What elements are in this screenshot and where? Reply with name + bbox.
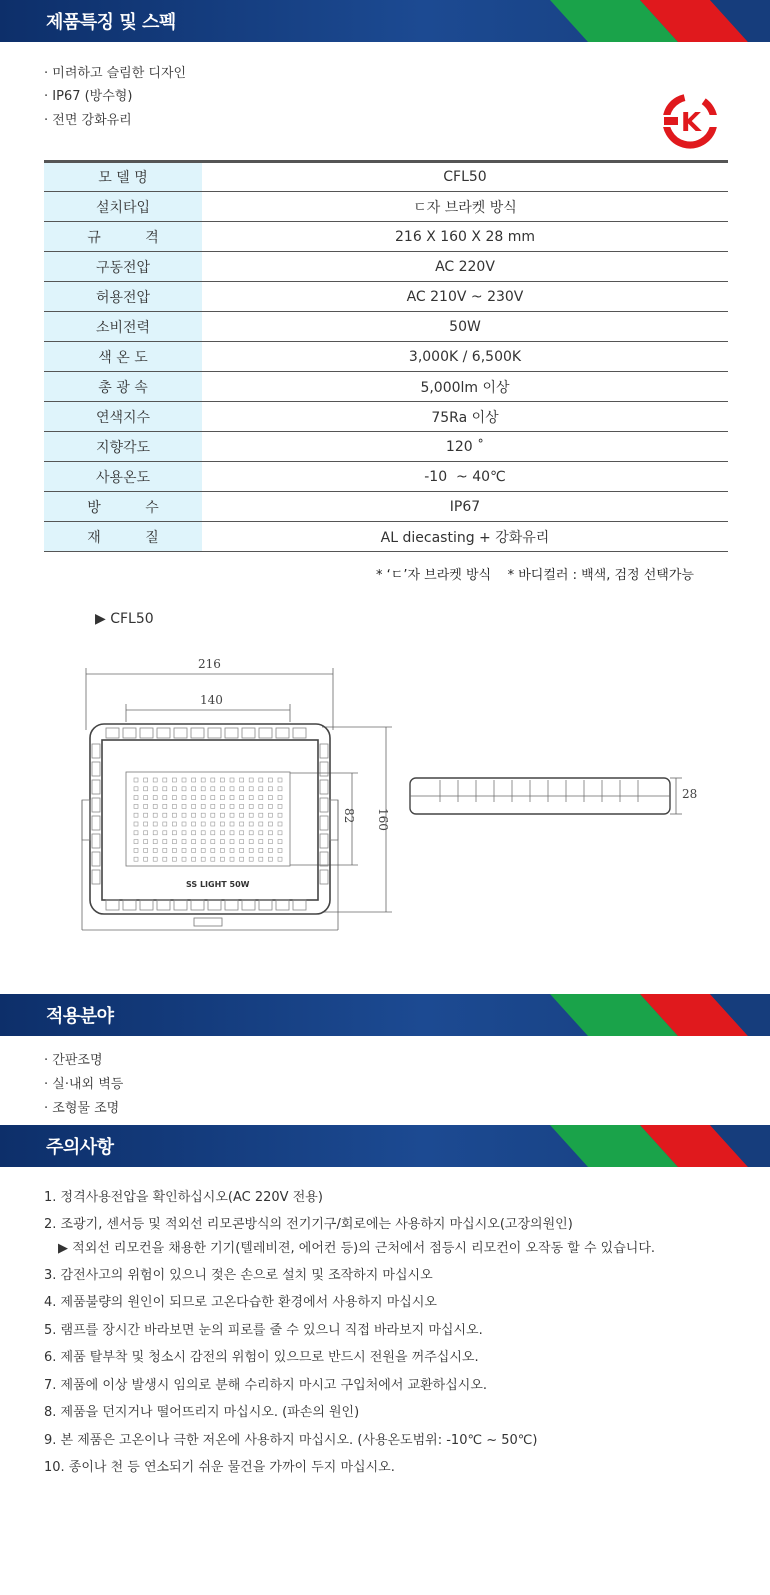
table-row xyxy=(44,432,728,462)
caution-item: 6. 제품 탈부착 및 청소시 감전의 위험이 있으므로 반드시 전원을 꺼주십시오. xyxy=(44,1350,479,1365)
led-cell xyxy=(211,848,215,852)
led-cell xyxy=(134,787,138,791)
dimension-width-inner: 140 xyxy=(200,693,223,707)
led-cell xyxy=(182,840,186,844)
led-cell xyxy=(144,804,148,808)
led-cell xyxy=(249,804,253,808)
led-cell xyxy=(278,848,282,852)
led-cell xyxy=(259,822,263,826)
led-cell xyxy=(153,840,157,844)
led-cell xyxy=(278,778,282,782)
led-cell xyxy=(240,857,244,861)
led-cell xyxy=(249,840,253,844)
led-cell xyxy=(192,787,196,791)
led-cell xyxy=(144,813,148,817)
led-cell xyxy=(201,831,205,835)
led-cell xyxy=(144,787,148,791)
led-cell xyxy=(230,778,234,782)
table-row xyxy=(44,342,728,372)
led-cell xyxy=(134,848,138,852)
spec-label: 사용온도 xyxy=(44,462,202,492)
led-cell xyxy=(240,822,244,826)
led-cell xyxy=(134,796,138,800)
table-row xyxy=(44,252,728,282)
led-cell xyxy=(172,848,176,852)
led-cell xyxy=(240,840,244,844)
model-label: ▶ CFL50 xyxy=(95,611,154,627)
led-cell xyxy=(220,840,224,844)
led-grid xyxy=(134,778,282,861)
led-cell xyxy=(249,813,253,817)
led-cell xyxy=(220,787,224,791)
led-cell xyxy=(192,840,196,844)
caution-item: 10. 종이나 천 등 연소되기 쉬운 물건을 가까이 두지 마십시오. xyxy=(44,1460,395,1475)
led-cell xyxy=(153,848,157,852)
led-cell xyxy=(220,778,224,782)
led-cell xyxy=(144,831,148,835)
led-cell xyxy=(268,822,272,826)
led-cell xyxy=(259,804,263,808)
section-title-features: 제품특징 및 스펙 xyxy=(46,12,176,33)
led-cell xyxy=(249,822,253,826)
led-cell xyxy=(201,848,205,852)
led-cell xyxy=(211,787,215,791)
led-cell xyxy=(259,787,263,791)
spec-label: 설치타입 xyxy=(44,192,202,222)
led-cell xyxy=(182,813,186,817)
dimension-drawing xyxy=(0,650,770,950)
led-cell xyxy=(211,813,215,817)
led-cell xyxy=(230,804,234,808)
led-cell xyxy=(240,787,244,791)
led-cell xyxy=(220,848,224,852)
led-cell xyxy=(172,787,176,791)
led-cell xyxy=(259,796,263,800)
section-banner-application xyxy=(0,994,770,1036)
caution-item: 5. 램프를 장시간 바라보면 눈의 피로를 줄 수 있으니 직접 바라보지 마십시오. xyxy=(44,1323,483,1338)
led-cell xyxy=(230,831,234,835)
led-cell xyxy=(163,778,167,782)
led-cell xyxy=(268,787,272,791)
spec-label: 연색지수 xyxy=(44,402,202,432)
led-cell xyxy=(163,804,167,808)
spec-value: IP67 xyxy=(202,492,728,522)
caution-subitem: ▶ 적외선 리모컨을 채용한 기기(텔레비젼, 에어컨 등)의 근처에서 점등시 리모컨이 오작동 할 수 있습니다. xyxy=(58,1241,656,1256)
led-cell xyxy=(172,778,176,782)
led-cell xyxy=(240,778,244,782)
led-cell xyxy=(134,813,138,817)
led-cell xyxy=(278,796,282,800)
led-cell xyxy=(220,822,224,826)
led-cell xyxy=(192,848,196,852)
led-cell xyxy=(201,804,205,808)
led-cell xyxy=(249,831,253,835)
led-cell xyxy=(259,848,263,852)
led-cell xyxy=(163,848,167,852)
led-cell xyxy=(192,822,196,826)
led-cell xyxy=(192,778,196,782)
led-cell xyxy=(249,796,253,800)
led-cell xyxy=(268,857,272,861)
led-cell xyxy=(211,857,215,861)
led-cell xyxy=(144,840,148,844)
led-cell xyxy=(192,857,196,861)
led-cell xyxy=(201,796,205,800)
led-cell xyxy=(220,831,224,835)
section-banner-features xyxy=(0,0,770,42)
feature-item: · 전면 강화유리 xyxy=(44,113,132,128)
led-cell xyxy=(240,813,244,817)
ks-certification-icon xyxy=(662,93,718,149)
led-cell xyxy=(153,831,157,835)
led-cell xyxy=(172,804,176,808)
led-cell xyxy=(268,848,272,852)
section-title-caution: 주의사항 xyxy=(46,1137,114,1158)
led-cell xyxy=(259,813,263,817)
led-cell xyxy=(172,813,176,817)
spec-value: AC 220V xyxy=(202,252,728,282)
led-cell xyxy=(182,796,186,800)
led-cell xyxy=(278,831,282,835)
led-cell xyxy=(278,787,282,791)
banner-stripes-icon xyxy=(530,1125,770,1167)
led-cell xyxy=(268,796,272,800)
led-cell xyxy=(192,831,196,835)
led-cell xyxy=(230,822,234,826)
dimension-width-total: 216 xyxy=(198,657,221,671)
led-cell xyxy=(163,787,167,791)
led-cell xyxy=(249,857,253,861)
spec-value: CFL50 xyxy=(202,162,728,192)
led-cell xyxy=(249,848,253,852)
led-cell xyxy=(163,857,167,861)
spec-value: 3,000K / 6,500K xyxy=(202,342,728,372)
led-cell xyxy=(201,822,205,826)
table-row xyxy=(44,462,728,492)
caution-item: 1. 정격사용전압을 확인하십시오(AC 220V 전용) xyxy=(44,1190,323,1205)
led-cell xyxy=(182,787,186,791)
led-cell xyxy=(220,804,224,808)
spec-label: 재 질 xyxy=(44,522,202,552)
led-cell xyxy=(192,796,196,800)
dimension-depth: 28 xyxy=(682,787,698,801)
led-cell xyxy=(182,831,186,835)
led-cell xyxy=(201,778,205,782)
led-cell xyxy=(268,804,272,808)
led-cell xyxy=(240,848,244,852)
led-cell xyxy=(201,787,205,791)
led-cell xyxy=(230,840,234,844)
spec-label: 모 델 명 xyxy=(44,162,202,192)
spec-note: * ‘ㄷ’자 브라켓 방식 * 바디컬러 : 백색, 검정 선택가능 xyxy=(376,568,694,583)
led-cell xyxy=(278,840,282,844)
section-title-application: 적용분야 xyxy=(46,1006,114,1027)
led-cell xyxy=(144,857,148,861)
brand-label: SS LIGHT 50W xyxy=(186,880,250,889)
led-cell xyxy=(259,840,263,844)
led-cell xyxy=(230,787,234,791)
led-cell xyxy=(259,778,263,782)
led-cell xyxy=(211,822,215,826)
led-cell xyxy=(134,840,138,844)
table-row xyxy=(44,162,728,192)
led-cell xyxy=(163,813,167,817)
table-row xyxy=(44,222,728,252)
spec-table xyxy=(44,160,728,552)
led-cell xyxy=(134,822,138,826)
banner-stripes-icon xyxy=(530,994,770,1036)
led-cell xyxy=(268,813,272,817)
led-cell xyxy=(172,822,176,826)
led-cell xyxy=(230,813,234,817)
spec-label: 색 온 도 xyxy=(44,342,202,372)
led-cell xyxy=(211,804,215,808)
table-row xyxy=(44,312,728,342)
table-row xyxy=(44,192,728,222)
spec-value: AC 210V ~ 230V xyxy=(202,282,728,312)
table-row xyxy=(44,282,728,312)
spec-label: 구동전압 xyxy=(44,252,202,282)
spec-label: 허용전압 xyxy=(44,282,202,312)
led-cell xyxy=(182,848,186,852)
led-cell xyxy=(259,831,263,835)
led-cell xyxy=(278,857,282,861)
led-cell xyxy=(240,796,244,800)
led-cell xyxy=(249,778,253,782)
spec-value: 216 X 160 X 28 mm xyxy=(202,222,728,252)
application-item: · 조형물 조명 xyxy=(44,1101,120,1116)
caution-item: 2. 조광기, 센서등 및 적외선 리모콘방식의 전기기구/회로에는 사용하지 마십시오(고장의원인) xyxy=(44,1217,573,1232)
feature-item: · IP67 (방수형) xyxy=(44,89,133,104)
table-row xyxy=(44,492,728,522)
led-cell xyxy=(172,857,176,861)
spec-label: 총 광 속 xyxy=(44,372,202,402)
spec-value: 120 ˚ xyxy=(202,432,728,462)
table-row xyxy=(44,372,728,402)
spec-value: 75Ra 이상 xyxy=(202,402,728,432)
svg-text:K: K xyxy=(680,108,702,138)
led-cell xyxy=(153,813,157,817)
led-cell xyxy=(211,831,215,835)
led-cell xyxy=(182,778,186,782)
led-cell xyxy=(201,857,205,861)
led-cell xyxy=(259,857,263,861)
led-cell xyxy=(211,778,215,782)
spec-value: 50W xyxy=(202,312,728,342)
led-cell xyxy=(144,848,148,852)
led-cell xyxy=(230,848,234,852)
led-cell xyxy=(268,831,272,835)
led-cell xyxy=(153,822,157,826)
spec-value: 5,000lm 이상 xyxy=(202,372,728,402)
application-item: · 간판조명 xyxy=(44,1053,103,1068)
led-cell xyxy=(144,778,148,782)
spec-label: 방 수 xyxy=(44,492,202,522)
led-cell xyxy=(153,796,157,800)
section-banner-caution xyxy=(0,1125,770,1167)
led-cell xyxy=(211,796,215,800)
led-cell xyxy=(144,796,148,800)
led-cell xyxy=(163,796,167,800)
caution-item: 9. 본 제품은 고온이나 극한 저온에 사용하지 마십시오. (사용온도범위: -10℃ ~ 50℃) xyxy=(44,1433,538,1448)
led-cell xyxy=(144,822,148,826)
led-cell xyxy=(182,804,186,808)
led-cell xyxy=(163,831,167,835)
led-cell xyxy=(230,796,234,800)
caution-item: 4. 제품불량의 원인이 되므로 고온다습한 환경에서 사용하지 마십시오 xyxy=(44,1295,437,1310)
led-cell xyxy=(201,813,205,817)
spec-value: AL diecasting + 강화유리 xyxy=(202,522,728,552)
led-cell xyxy=(172,796,176,800)
led-cell xyxy=(220,813,224,817)
caution-item: 8. 제품을 던지거나 떨어뜨리지 마십시오. (파손의 원인) xyxy=(44,1405,360,1420)
caution-item: 3. 감전사고의 위험이 있으니 젖은 손으로 설치 및 조작하지 마십시오 xyxy=(44,1268,433,1283)
led-cell xyxy=(240,831,244,835)
led-cell xyxy=(192,804,196,808)
application-item: · 실·내외 벽등 xyxy=(44,1077,124,1092)
led-cell xyxy=(172,840,176,844)
led-cell xyxy=(153,787,157,791)
led-cell xyxy=(278,822,282,826)
led-cell xyxy=(278,804,282,808)
table-row xyxy=(44,402,728,432)
led-cell xyxy=(153,778,157,782)
led-cell xyxy=(249,787,253,791)
led-cell xyxy=(278,813,282,817)
led-cell xyxy=(220,796,224,800)
led-cell xyxy=(220,857,224,861)
spec-label: 규 격 xyxy=(44,222,202,252)
feature-item: · 미려하고 슬림한 디자인 xyxy=(44,66,187,81)
led-cell xyxy=(240,804,244,808)
led-cell xyxy=(163,822,167,826)
led-cell xyxy=(182,822,186,826)
dimension-height-inner: 82 xyxy=(342,808,356,824)
led-cell xyxy=(163,840,167,844)
led-cell xyxy=(134,804,138,808)
led-cell xyxy=(153,857,157,861)
led-cell xyxy=(134,778,138,782)
led-cell xyxy=(230,857,234,861)
banner-stripes-icon xyxy=(530,0,770,42)
led-cell xyxy=(268,840,272,844)
table-row xyxy=(44,522,728,552)
led-cell xyxy=(201,840,205,844)
dimension-height-total: 160 xyxy=(376,808,390,831)
led-cell xyxy=(192,813,196,817)
led-cell xyxy=(153,804,157,808)
spec-label: 소비전력 xyxy=(44,312,202,342)
led-cell xyxy=(134,831,138,835)
spec-value: ㄷ자 브라켓 방식 xyxy=(202,192,728,222)
spec-label: 지향각도 xyxy=(44,432,202,462)
spec-value: -10 ~ 40℃ xyxy=(202,462,728,492)
caution-item: 7. 제품에 이상 발생시 임의로 분해 수리하지 마시고 구입처에서 교환하십시오. xyxy=(44,1378,488,1393)
led-cell xyxy=(134,857,138,861)
led-cell xyxy=(268,778,272,782)
led-cell xyxy=(182,857,186,861)
led-cell xyxy=(172,831,176,835)
led-cell xyxy=(211,840,215,844)
